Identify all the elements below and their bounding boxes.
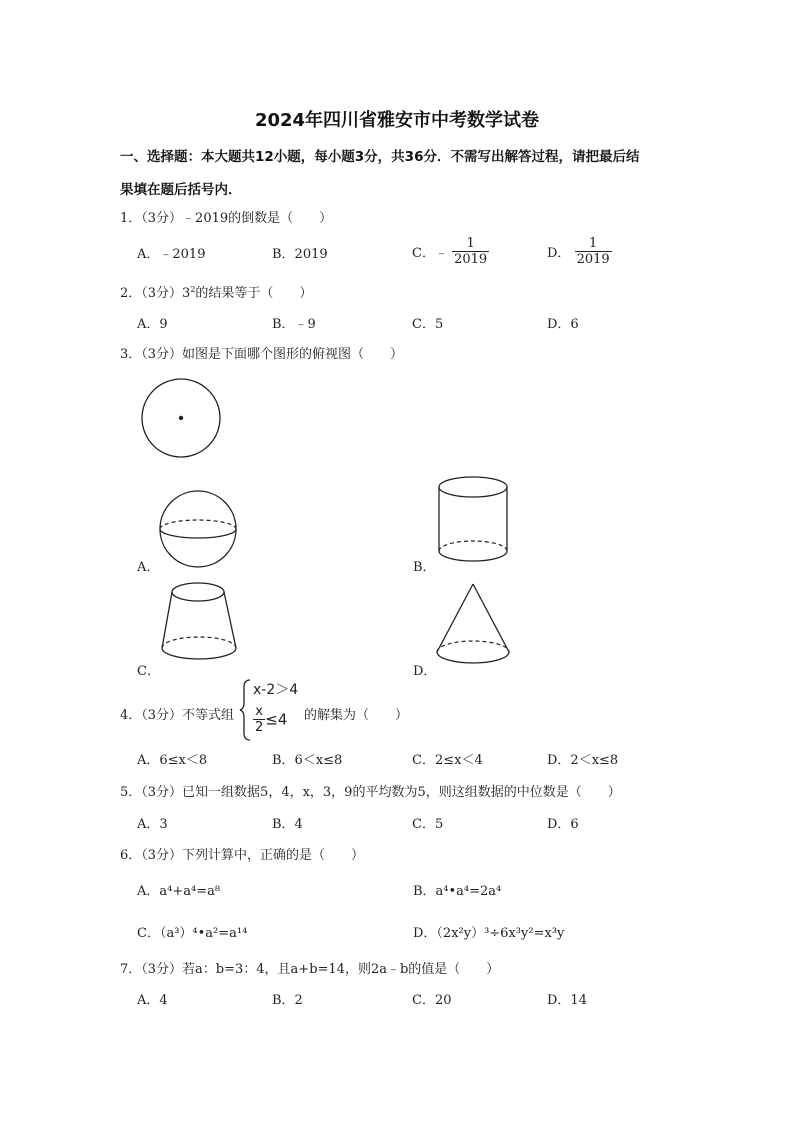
q1-option-d-label: D． [547, 246, 571, 261]
q5-option-b: B．4 [272, 817, 303, 832]
q2-stem-exponent: 2 [190, 285, 196, 294]
q4-inequality-2-denominator: 2 [255, 720, 264, 735]
section-heading-line2: 果填在题后括号内． [120, 182, 242, 198]
q5-option-c: C．5 [412, 817, 444, 832]
q1-option-c-fraction [452, 236, 489, 267]
q1-option-d-fraction [575, 236, 612, 267]
page-title: 2024年四川省雅安市中考数学试卷 [254, 110, 540, 131]
q5-option-d: D．6 [547, 817, 579, 832]
frustum-figure [158, 578, 258, 678]
q6-option-b: B．a⁴•a⁴=2a⁴ [413, 884, 502, 899]
q4-inequality-2-relation: ≤4 [265, 710, 288, 729]
q2-stem [120, 282, 312, 301]
q1-option-d-denominator: 2019 [576, 252, 610, 267]
q1-option-b: B．2019 [272, 247, 328, 262]
q7-option-a: A．4 [137, 993, 168, 1008]
q2-stem-post: 的结果等于（ ） [195, 286, 313, 301]
q7-option-d: D．14 [547, 993, 587, 1008]
q4-option-a: A．6≤x＜8 [137, 753, 208, 768]
q7-option-c: C．20 [412, 993, 452, 1008]
q4-stem-post: 的解集为（ ） [304, 708, 409, 723]
q1-option-c-numerator: 1 [466, 236, 475, 251]
q4-inequality-2 [253, 704, 287, 735]
q4-option-d: D．2＜x≤8 [547, 753, 619, 768]
q4-option-c: C．2≤x＜4 [412, 753, 483, 768]
q1-option-a: A．﹣2019 [137, 247, 206, 262]
q4-inequality-2-numerator: x [255, 704, 263, 719]
q1-option-c-label: C．﹣ [412, 246, 448, 261]
q4-inequality-2-fraction [253, 704, 265, 735]
section-heading-line1: 一、选择题：本大题共12小题，每小题3分，共36分．不需写出解答过程，请把最后结 [120, 149, 640, 165]
q1-stem: 1．（3分）﹣2019的倒数是（ ） [120, 211, 333, 226]
q3-option-d-label: D． [413, 664, 437, 679]
q1-option-d-numerator: 1 [588, 236, 598, 251]
q3-option-a-label: A． [137, 560, 160, 575]
cone-figure [435, 582, 535, 682]
q2-option-a: A．9 [137, 317, 168, 332]
q6-option-c: C．（a³）⁴•a²=a¹⁴ [137, 926, 248, 941]
q7-stem: 7．（3分）若a：b=3：4，且a+b=14，则2a﹣b的值是（ ） [120, 962, 500, 977]
q2-option-d: D．6 [547, 317, 579, 332]
q1-option-c-denominator: 2019 [454, 252, 488, 267]
q4-inequality-1: x-2＞4 [253, 682, 299, 698]
q2-option-c: C．5 [412, 317, 444, 332]
sphere-figure [158, 488, 258, 578]
q2-stem-pre: 2．（3分）3 [120, 286, 191, 301]
q4-stem-pre: 4．（3分）不等式组 [120, 708, 235, 723]
q3-stem: 3．（3分）如图是下面哪个图形的俯视图（ ） [120, 347, 404, 362]
q6-option-d: D．（2x²y）³÷6x³y²=x³y [413, 926, 565, 941]
q3-option-c-label: C． [137, 664, 160, 679]
q1-option-d [547, 236, 612, 267]
q3-option-b-label: B． [413, 560, 436, 575]
q5-option-a: A．3 [137, 817, 168, 832]
q2-option-b: B．﹣9 [272, 317, 316, 332]
q4-option-b: B．6＜x≤8 [272, 753, 343, 768]
q5-stem: 5．（3分）已知一组数据5，4，x，3，9的平均数为5，则这组数据的中位数是（ ） [120, 785, 621, 800]
q6-stem: 6．（3分）下列计算中，正确的是（ ） [120, 848, 365, 863]
left-brace-icon [240, 679, 252, 741]
q7-option-b: B．2 [272, 993, 303, 1008]
q6-option-a: A．a⁴+a⁴=a⁸ [137, 884, 221, 899]
cylinder-figure [435, 475, 525, 575]
q1-option-c [412, 236, 489, 267]
top-view-figure [138, 375, 228, 465]
